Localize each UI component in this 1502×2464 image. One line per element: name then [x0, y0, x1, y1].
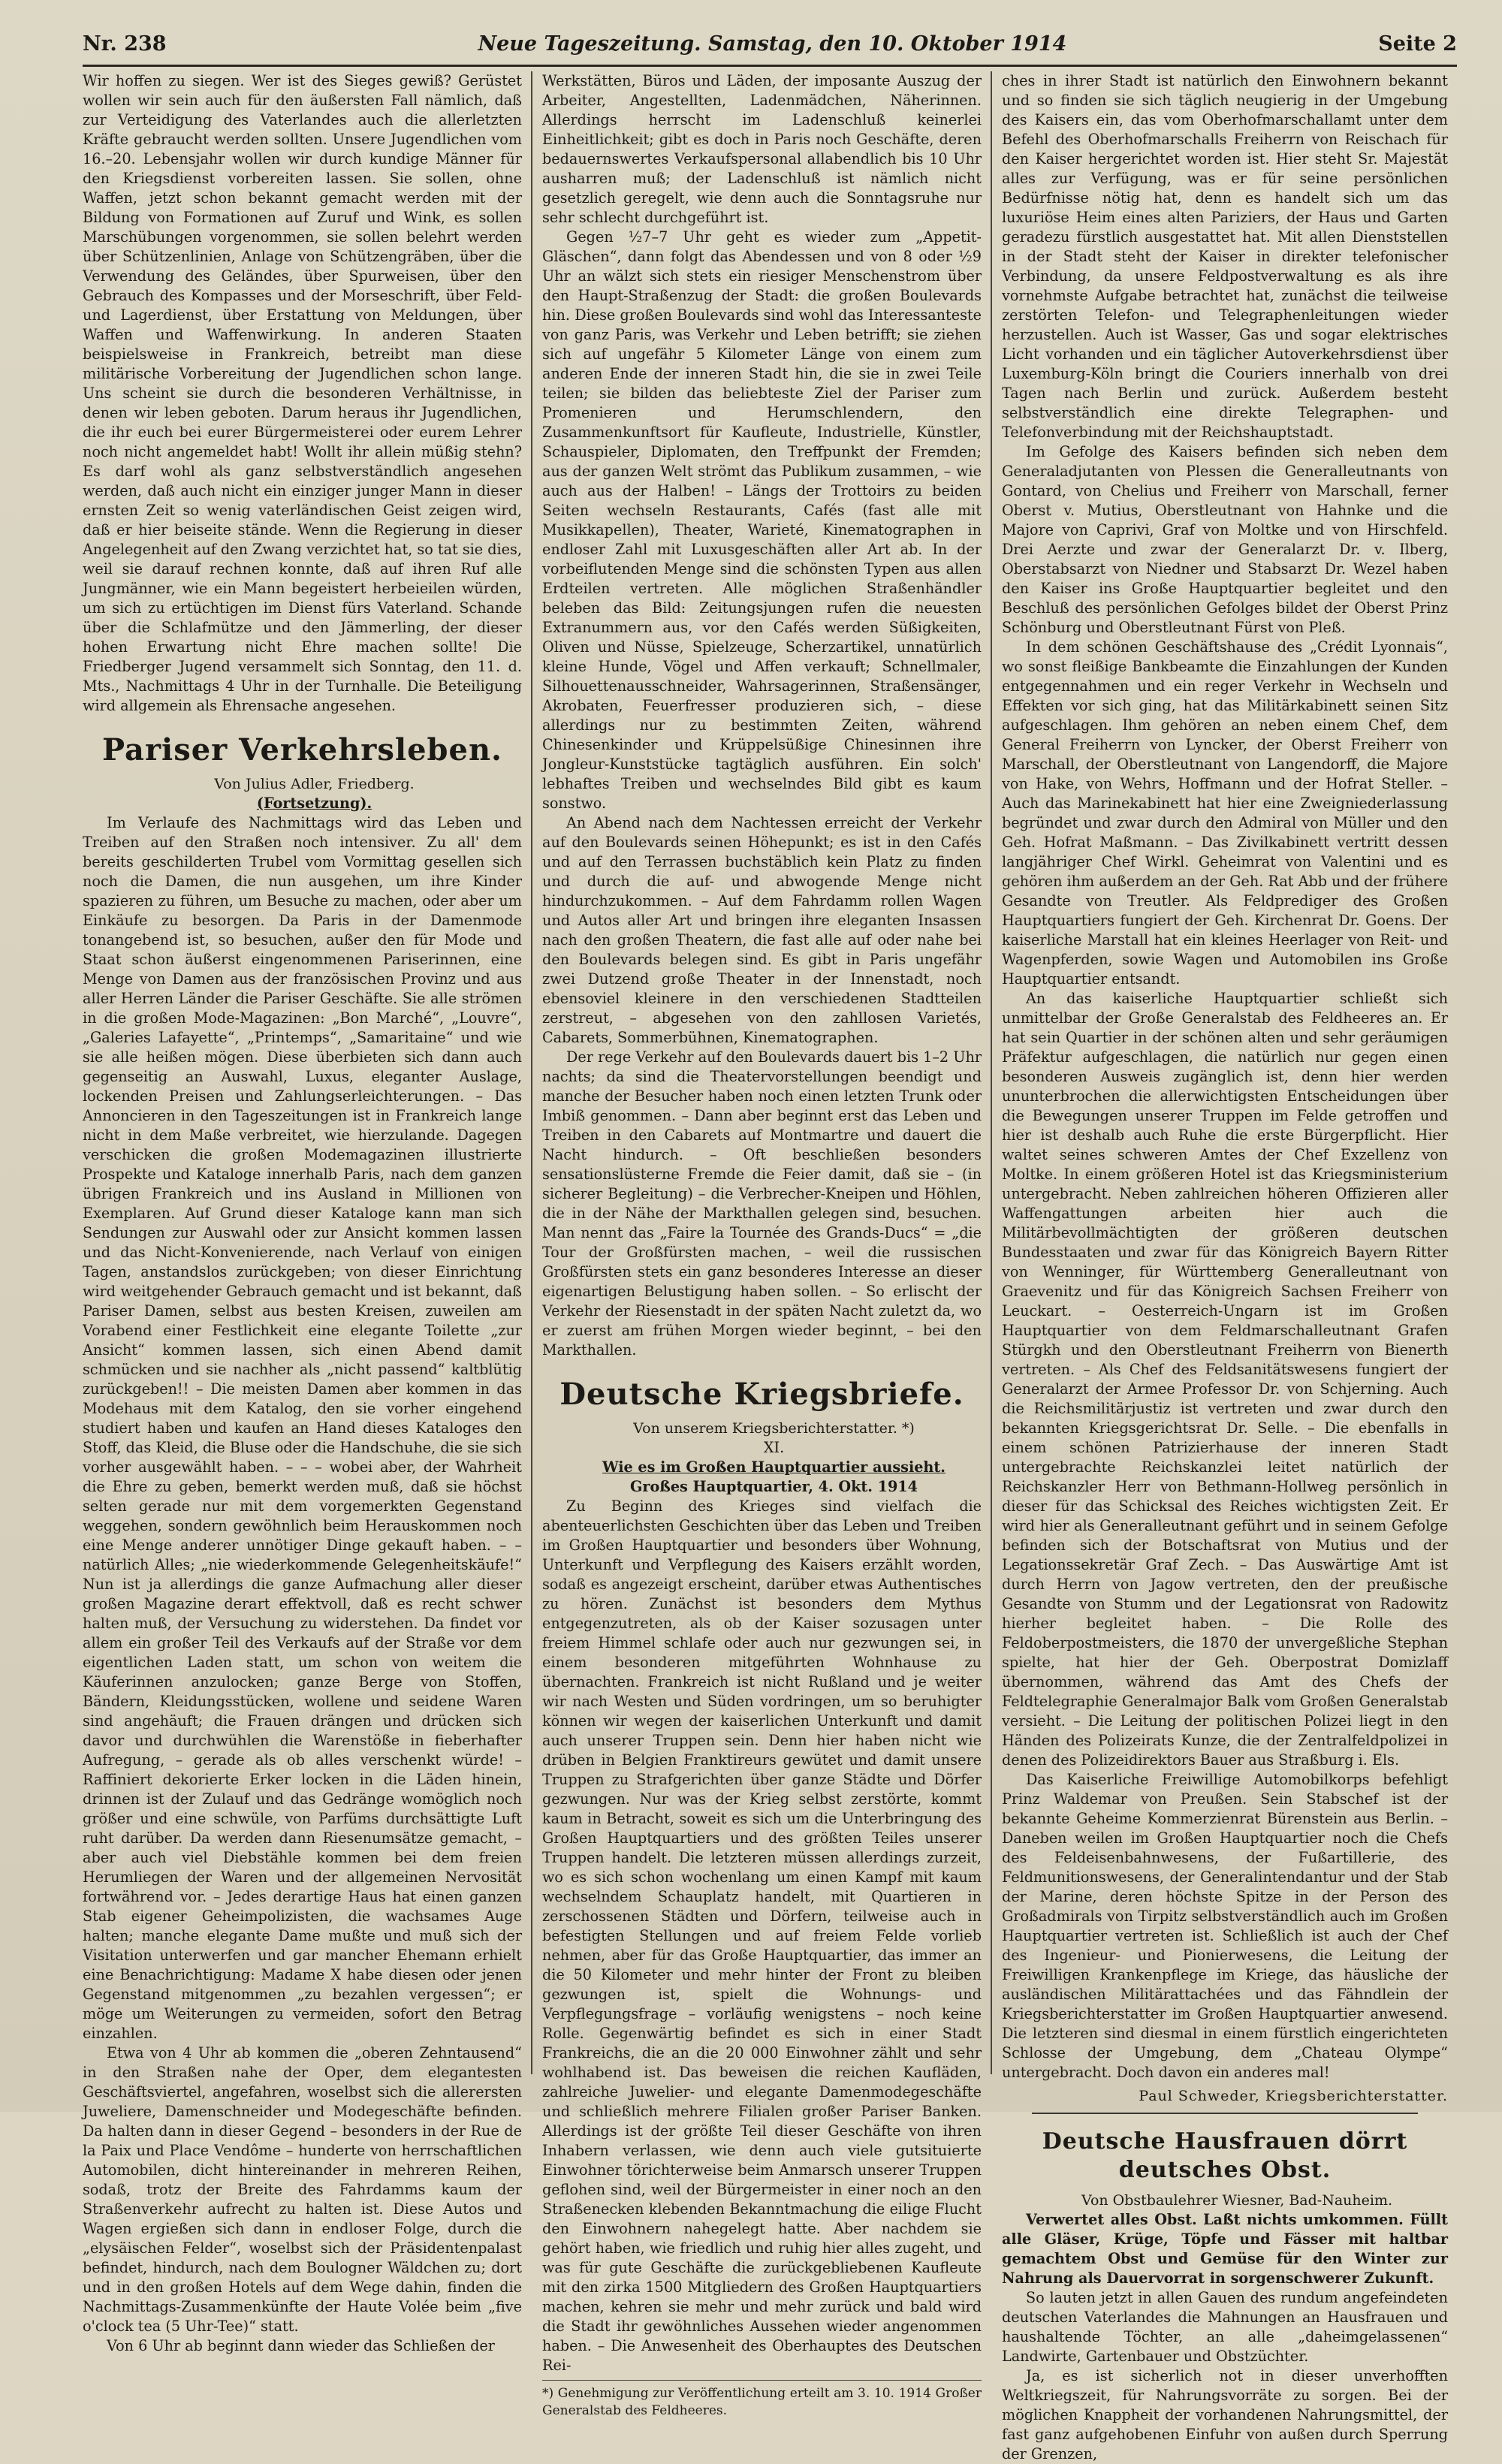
byline: Von unserem Kriegsberichterstatter. *): [633, 1420, 915, 1437]
article-paragraph: An das kaiserliche Hauptquartier schließt sich unmittelbar der Große Generalstab des Feldheeres an. Er hat sein Quartier in der schönen alten und sehr geräumigen Präfektur aufgeschlagen, die natürlich nur gegen einen besonderen Ausweis zugänglich ist, denn hier werden ununterbrochen die allerwichtigsten Entscheidungen über die Bewegungen unserer Truppen im Felde getroffen und hier ist deshalb auch Ruhe die erste Bürgerpflicht. Hier waltet seines schweren Amtes der Chef Exzellenz von Moltke. In einem größeren Hotel ist das Kriegsministerium untergebracht. Neben zahlreichen höheren Offizieren aller Waffengattungen arbeiten hier auch die Militärbevollmächtigten der größeren deutschen Bundesstaaten und zwar für das Königreich Bayern Ritter von Wenninger, für Württemberg Generalleutnant von Graevenitz und für das Königreich Sachsen Freiherr von Leuckart. – Oesterreich-Ungarn ist im Großen Hauptquartier von dem Feldmarschalleutnant Grafen Stürgkh und den Oberstleutnant Freiherrn von Bienerth vertreten. – Als Chef des Feldsanitätswesens fungiert der Generalarzt der Armee Professor Dr. von Schjerning. Auch die Reichsmilitärjustiz ist vertreten und zwar durch den bekannten Kriegsgerichtsrat Dr. Selle. – Die ebenfalls in einem schönen Patrizierhause der inneren Stadt untergebrachte Reichskanzlei leitet natürlich der Reichskanzler Herr von Bethmann-Hollweg persönlich in dieser für das Schicksal des Reiches wichtigsten Zeit. Er wird hier als Generalleutnant geführt und in seinem Gefolge befinden sich der Botschaftsrat von Mutius und der Legationssekretär Graf Zech. – Das Auswärtige Amt ist durch Herrn von Jagow vertreten, den der preußische Gesandte von Stumm und der Legationsrat von Radowitz hierher begleitet haben. – Die Rolle des Feldoberpostmeisters, die 1870 der unvergeßliche Stephan spielte, hat hier der Geh. Oberpostrat Domizlaff übernommen, während das Amt des Chefs der Feldtelegraphie Generalmajor Balk vom Großen Generalstab versieht. – Die Leitung der politischen Polizei liegt in den Händen des Polizeirats Kunze, die der Zentralfeldpolizei in denen des Polizeidirektors Bauer aus Straßburg i. Els.: [1002, 990, 1448, 1769]
article-paragraph: Werkstätten, Büros und Läden, der imposante Auszug der Arbeiter, Angestellten, Ladenmädchen, Näherinnen. Allerdings herrscht im Ladenschluß keinerlei Einheitlichkeit; gibt es doch in Paris noch Geschäfte, deren bedauernswertes Verkaufspersonal allabendlich bis 10 Uhr ausharren muß; der Ladenschluß ist nämlich nicht gesetzlich geregelt, wie denn auch die Sonntagsruhe nur sehr schlecht durchgeführt ist.: [542, 72, 982, 226]
article-paragraph: In dem schönen Geschäftshause des „Crédit Lyonnais“, wo sonst fleißige Bankbeamte die Einzahlungen der Kunden entgegennahmen und ein reger Verkehr in Wechseln und Effekten vor sich ging, hat das Militärkabinett seinen Sitz aufgeschlagen. Ihm gehören an neben einem Chef, dem General Freiherrn von Lyncker, der Oberst Freiherr von Marschall, der Oberstleutnant von Langendorff, die Majore von Hake, von Wehrs, Hoffmann und der Hofrat Steller. – Auch das Marinekabinett hat hier eine Zweigniederlassung begründet und zwar durch den Admiral von Müller und den Geh. Hofrat Maßmann. – Das Zivilkabinett vertritt dessen langjähriger Chef Wirkl. Geheimrat von Valentini und es gehören ihm außerdem an der Geh. Rat Abb und der frühere Gesandte von Treutler. Als Feldprediger des Großen Hauptquartiers fungiert der Geh. Kirchenrat Dr. Goens. Der kaiserliche Marstall hat ein kleines Heerlager von Reit- und Wagenpferden, sowie Wagen und Automobilen ins Große Hauptquartier entsandt.: [1002, 638, 1448, 988]
article-paragraph: Von 6 Uhr ab beginnt dann wieder das Schließen der: [107, 2337, 495, 2354]
page-number: Seite 2: [1378, 32, 1457, 56]
lead-paragraph: Verwertet alles Obst. Laßt nichts umkommen. Füllt alle Gläser, Krüge, Töpfe und Fässer mit haltbar gemachtem Obst und Gemüse für den Winter zur Nahrung als Dauervorrat in sorgenschwerer Zukunft.: [1002, 2211, 1448, 2287]
headline-deutsche-kriegsbriefe: Deutsche Kriegsbriefe.: [559, 1377, 964, 1412]
article-paragraph: Etwa von 4 Uhr ab kommen die „oberen Zehntausend“ in den Straßen nahe der Oper, dem elegantesten Geschäftsviertel, angefahren, woselbst sich die allerersten Juweliere, Damenschneider und Modegeschäfte befinden. Da halten dann in dieser Gegend – besonders in der Rue de la Paix und Place Vendôme – hunderte von herrschaftlichen Automobilen, dicht hintereinander in mehreren Reihen, sodaß, trotz der Breite des Fahrdamms kaum der Straßenverkehr aufrecht zu halten ist. Diese Autos und Wagen ergießen sich dann in endloser Folge, durch die „elysäischen Felder“, woselbst sich der Präsidentenpalast befindet, hindurch, nach dem Boulogner Wäldchen zu; dort und in den großen Hotels auf dem Wege dahin, finden die Nachmittags-Zusammenkünfte der Haute Volée beim „five o'clock tea (5 Uhr-Tee)“ statt.: [83, 2044, 522, 2335]
column-2: [542, 71, 982, 2418]
article-paragraph: Im Verlaufe des Nachmittags wird das Leben und Treiben auf den Straßen noch intensiver. Zu all' dem bereits geschilderten Trubel vom Vormittag gesellen sich noch die Damen, die nun ausgehen, um ihre Kinder spazieren zu führen, um Besuche zu machen, oder aber um Einkäufe zu besorgen. Da Paris in der Damenmode tonangebend ist, so besuchen, außer den für Mode und Staat schon äußerst eingenommenen Pariserinnen, eine Menge von Damen aus der französischen Provinz und aus aller Herren Länder die Pariser Geschäfte. Sie alle strömen in die großen Mode-Magazinen: „Bon Marché“, „Louvre“, „Galeries Lafayette“, „Printemps“, „Samaritaine“ und wie sie alle heißen mögen. Diese überbieten sich dann auch gegenseitig an Auswahl, Luxus, eleganter Auslage, lockenden Preisen und Zahlungserleichterungen. – Das Annoncieren in den Tageszeitungen ist in Frankreich lange nicht in dem Maße verbreitet, wie hierzulande. Dagegen verschicken die großen Modemagazinen illustrierte Prospekte und Kataloge innerhalb Paris, nach dem ganzen übrigen Frankreich und ins Ausland in Millionen von Exemplaren. Auf Grund dieser Kataloge kann man sich Sendungen zur Auswahl oder zur Ansicht kommen lassen und das Nicht-Konvenierende, nach Verlauf von einigen Tagen, anstandslos zurückgeben; von dieser Einrichtung wird weitgehender Gebrauch gemacht und ist bekannt, daß Pariser Damen, selbst aus besten Kreisen, zuweilen am Vorabend einer Festlichkeit eine elegante Toilette „zur Ansicht“ kommen lassen, sich einen Abend damit schmücken und sie nachher als „nicht passend“ kaltblütig zurückgeben!! – Die meisten Damen aber kommen in das Modehaus mit dem Katalog, den sie vorher eingehend studiert haben und kaufen an Hand dieses Kataloges den Stoff, das Kleid, die Bluse oder die Handschuhe, die sie sich vorher ausgewählt haben. – – – wobei aber, der Wahrheit die Ehre zu geben, bemerkt werden muß, daß sie höchst selten gerade nur mit dem vorgemerkten Gegenstand weggehen, sondern gewöhnlich beim Herauskommen noch eine Menge anderer unnötiger Dinge gekauft haben. – – natürlich Alles; „nie wiederkommende Gelegenheitskäufe!“ Nun ist ja allerdings die ganze Aufmachung aller dieser großen Magazine derart effektvoll, daß es recht schwer halten muß, der Versuchung zu widerstehen. Da findet vor allem ein großer Teil des Verkaufs auf der Straße vor dem eigentlichen Laden statt, um schon von weitem die Käuferinnen anzulocken; ganze Berge von Stoffen, Bändern, Kleidungsstücken, wollene und seidene Waren sind angehäuft; die Frauen drängen und drücken sich davor und durchwühlen die Warenstöße in fieberhafter Aufregung, – gerade als ob alles verschenkt würde! – Raffiniert dekorierte Erker locken in die Läden hinein, drinnen ist der Zulauf und das Gedränge womöglich noch größer und eine schwüle, von Parfüms durchsättigte Luft ruht darüber. Da werden dann Riesenumsätze gemacht, – aber auch viel Diebstähle kommen bei dem freien Herumliegen der Waren und der allgemeinen Nervosität fortwährend vor. – Jedes derartige Haus hat einen ganzen Stab eigener Geheimpolizisten, die wachsames Auge halten; manche elegante Dame mußte und muß sich der Visitation unterwerfen und gar mancher Ehemann erhielt eine Benachrichtigung: Madame X habe diesen oder jenen Gegenstand mitgenommen „zu bezahlen vergessen“; er möge um Weiterungen zu vermeiden, sofort den Betrag einzahlen.: [83, 814, 522, 2042]
article-paragraph: An Abend nach dem Nachtessen erreicht der Verkehr auf den Boulevards seinen Höhepunkt; es ist in den Cafés und auf den Terrassen buchstäblich kein Platz zu finden und durch die auf- und abwogende Menge nicht hindurchzukommen. – Auf dem Fahrdamm rollen Wagen und Autos aller Art und bringen ihre eleganten Insassen nach den großen Theatern, die fast alle auf oder nahe bei den Boulevards belegen sind. Es gibt in Paris ungefähr zwei Dutzend große Theater in der Innenstadt, noch ebensoviel kleinere in den verschiedenen Stadtteilen zerstreut, – abgesehen von den zahllosen Varietés, Cabarets, Sommerbühnen, Kinematographen.: [542, 814, 982, 1046]
article-paragraph: ches in ihrer Stadt ist natürlich den Einwohnern bekannt und so finden sie sich täglich neugierig in der Umgebung des Kaisers ein, das vom Oberhofmarschallamt unter dem Befehl des Oberhofmarschalls Freiherrn von Reischach für den Kaiser hergerichtet worden ist. Hier steht Sr. Majestät alles zur Verfügung, was er für seine persönlichen Bedürfnisse nötig hat, denn es handelt sich um das luxuriöse Heim eines alten Pariziers, der Haus und Garten geradezu fürstlich ausgestattet hat. Mit allen Dienststellen in der Stadt steht der Kaiser in direkter telefonischer Verbindung, da unsere Feldpostverwaltung es als ihre vornehmste Aufgabe betrachtet hat, zunächst die teilweise zerstörten Telefon- und Telegraphenleitungen wieder herzustellen. Auch ist Wasser, Gas und sogar elektrisches Licht vorhanden und ein täglicher Autoverkehrsdienst über Luxemburg-Köln bringt die Couriers innerhalb von drei Tagen nach Berlin und zurück. Außerdem besteht selbstverständlich eine direkte Telegraphen- und Telefonverbindung mit der Reichshauptstadt.: [1002, 72, 1448, 441]
continuation-note: (Fortsetzung).: [256, 795, 372, 812]
column-divider: [991, 71, 992, 2074]
column-divider: [531, 71, 532, 2074]
headline-hausfrauen-obst: Deutsche Hausfrauen dörrt deutsches Obst.: [1042, 2128, 1408, 2183]
dateline: Großes Hauptquartier, 4. Okt. 1914: [629, 1478, 918, 1495]
article-separator: [1032, 2113, 1418, 2114]
subheadline: Wie es im Großen Hauptquartier aussieht.: [602, 1458, 946, 1476]
column-1: [83, 71, 522, 2354]
byline: Von Obstbaulehrer Wiesner, Bad-Nauheim.: [1081, 2192, 1393, 2209]
column-3: [1002, 71, 1448, 2462]
newspaper-title-date: Neue Tageszeitung. Samstag, den 10. Oktober 1914: [478, 32, 1067, 56]
issue-number: Nr. 238: [83, 32, 167, 56]
headline-pariser-verkehrsleben: Pariser Verkehrsleben.: [102, 732, 502, 768]
byline: Von Julius Adler, Friedberg.: [214, 776, 415, 792]
article-paragraph: Der rege Verkehr auf den Boulevards dauert bis 1–2 Uhr nachts; da sind die Theatervorstellungen beendigt und manche der Besucher haben noch einen letzten Trunk oder Imbiß genommen. – Dann aber beginnt erst das Leben und Treiben in den Cabarets auf Montmartre und dauert die Nacht hindurch. – Oft beschließen besonders sensationslüsterne Fremde die Feier damit, daß sie – (in sicherer Begleitung) – die Verbrecher-Kneipen und Höhlen, die in der Nähe der Markthallen gelegen sind, besuchen. Man nennt das „Faire la Tournée des Grands-Ducs“ = „die Tour der Großfürsten machen, – weil die russischen Großfürsten stets ein ganz besonderes Interesse an dieser eigenartigen Belustigung haben sollen. – So erlischt der Verkehr der Riesenstadt in der späten Nacht zuletzt da, wo er zuerst am frühen Morgen wieder beginnt, – bei den Markthallen.: [542, 1048, 982, 1359]
article-paragraph: Zu Beginn des Krieges sind vielfach die abenteuerlichsten Geschichten über das Leben und Treiben im Großen Hauptquartier und besonders über Wohnung, Unterkunft und Verpflegung des Kaisers erzählt worden, sodaß es angezeigt erscheint, darüber etwas Authentisches zu hören. Zunächst ist besonders dem Mythus entgegenzutreten, als ob der Kaiser sozusagen unter freiem Himmel schlafe oder auch nur gezwungen sei, in einem besonderen mitgeführten Wohnhause zu übernachten. Frankreich ist nicht Rußland und je weiter wir nach Westen und Süden vordringen, um so beruhigter können wir wegen der kaiserlichen Unterkunft und damit auch unserer Truppen sein. Denn hier haben nicht wie drüben in Belgien Franktireurs gewütet und damit unsere Truppen zu Strafgerichten über ganze Städte und Dörfer gezwungen. Nur was der Krieg selbst zerstörte, kommt kaum in Betracht, soweit es sich um die Unterbringung des Großen Hauptquartiers und des größten Teiles unserer Truppen handelt. Die letzteren müssen allerdings zurzeit, wo es sich schon wochenlang um einen Kampf mit kaum wechselndem Schauplatz handelt, mit Quartieren in zerschossenen Städten und Dörfern, teilweise auch in befestigten Stellungen und auf freiem Felde vorlieb nehmen, aber für das Große Hauptquartier, das immer an die 50 Kilometer und mehr hinter der Front zu bleiben gezwungen ist, spielt die Wohnungs- und Verpflegungsfrage – vorläufig wenigstens – noch keine Rolle. Gegenwärtig befindet es sich in einer Stadt Frankreichs, die an die 20 000 Einwohner zählt und sehr wohlhabend ist. Das beweisen die reichen Kaufläden, zahlreiche Juwelier- und elegante Damenmodegeschäfte und schließlich mehrere Filialen großer Pariser Banken. Allerdings ist der größte Teil dieser Geschäfte von ihren Inhabern verlassen, wie denn auch viele gutsituierte Einwohner törichterweise beim Anmarsch unserer Truppen geflohen sind, weil der Bürgermeister in einer noch an den Straßenecken klebenden Bekanntmachung die eilige Flucht den Einwohnern nahegelegt hatte. Aber nachdem sie gehört haben, wie friedlich und ruhig hier alles zugeht, und was für gute Geschäfte die zurückgebliebenen Kaufleute mit den zirka 1500 Mitgliedern des Großen Hauptquartiers machen, kehren sie mehr und mehr zurück und bald wird die Stadt ihr gewöhnliches Aussehen wieder angenommen haben. – Die Anwesenheit des Oberhauptes des Deutschen Rei-: [542, 1497, 982, 2374]
youth-appeal-text: Wir hoffen zu siegen. Wer ist des Sieges gewiß? Gerüstet wollen wir sein auch für den äußersten Fall nämlich, daß zur Verteidigung des Vaterlandes auch die allerletzten Kräfte gebraucht werden sollten. Unsere Jugendlichen vom 16.–20. Lebensjahr wollen wir durch kundige Männer für den Kriegsdienst vorbereiten lassen. Sie sollen, ohne Waffen, jetzt schon bekannt gemacht werden mit der Bildung von Formationen auf Zuruf und Wink, es sollen Marschübungen vorgenommen, sie sollen belehrt werden über Schützenlinien, Anlage von Schützengräben, über die Verwendung des Geländes, über Spurweisen, über den Gebrauch des Kompasses und der Morseschrift, über Feld- und Lagerdienst, über Erstattung von Meldungen, über Waffen und Waffenwirkung. In anderen Staaten beispielsweise in Frankreich, betreibt man diese militärische Vorbereitung der Jugendlichen schon lange. Uns scheint sie durch die besonderen Verhältnisse, in denen wir leben geboten. Darum heraus ihr Jugendlichen, die ihr euch bei eurer Bürgermeisterei oder eurem Lehrer noch nicht angemeldet habt! Wollt ihr allein müßig stehn? Es darf wohl als ganz selbstverständlich angesehen werden, daß auch nicht ein einziger junger Mann in dieser ernsten Zeit so wenig vaterländischen Geist zeigen wird, daß er hier beiseite stände. Wenn die Regierung in dieser Angelegenheit auf den Zwang verzichtet hat, so tat sie dies, weil sie darauf rechnen konnte, daß auf ihren Ruf alle Jungmänner, wie ein Mann begeistert herbeieilen würden, um sich zu ertüchtigen im Dienst fürs Vaterland. Schande über die Schlafmütze und den Jämmerling, der dieser hohen Erwartung nicht Ehre machen sollte! Die Friedberger Jugend versammelt sich Sonntag, den 11. d. Mts., Nachmittags 4 Uhr in der Turnhalle. Die Beteiligung wird allgemein als Ehrensache angesehen.: [83, 72, 522, 714]
author-signature: Paul Schweder, Kriegsberichterstatter.: [1139, 2088, 1448, 2104]
footnote: *) Genehmigung zur Veröffentlichung erteilt am 3. 10. 1914 Großer Generalstab des Feldheeres.: [542, 2380, 982, 2420]
article-paragraph: Im Gefolge des Kaisers befinden sich neben dem Generaladjutanten von Plessen die Generalleutnants von Gontard, von Chelius und Freiherr von Marschall, ferner Oberst v. Mutius, Oberstleutnant von Hahnke und die Majore von Caprivi, Graf von Moltke und von Hirschfeld. Drei Aerzte und zwar der Generalarzt Dr. v. Ilberg, Oberstabsarzt von Niedner und Stabsarzt Dr. Wezel haben den Kaiser ins Große Hauptquartier begleitet und den Beschluß des persönlichen Gefolges bildet der Oberst Prinz Schönburg und Oberstleutnant Fürst von Pleß.: [1002, 443, 1448, 636]
masthead-rule: [83, 65, 1457, 67]
article-paragraph: Ja, es ist sicherlich not in dieser unverhofften Weltkriegszeit, für Nahrungsvorräte zu sorgen. Bei der möglichen Knappheit der vorhandenen Nahrungsmittel, der fast ganz aufgehobenen Einfuhr von außen durch Sperrung der Grenzen,: [1002, 2367, 1448, 2462]
letter-number: XI.: [763, 1439, 785, 1456]
article-paragraph: Gegen ½7–7 Uhr geht es wieder zum „Appetit-Gläschen“, dann folgt das Abendessen und von 8 oder ½9 Uhr an wälzt sich stets ein riesiger Menschenstrom über den Haupt-Straßenzug der Stadt: die großen Boulevards hin. Diese großen Boulevards sind wohl das Interessanteste von ganz Paris, was Verkehr und Leben betrifft; sie ziehen sich auf ungefähr 5 Kilometer Länge von einem zum anderen Ende der inneren Stadt hin, die sie in zwei Teile teilen; sie bilden das beliebteste Ziel der Pariser zum Promenieren und Herumschlendern, den Zusammenkunftsort für Kaufleute, Industrielle, Künstler, Schauspieler, Diplomaten, den Treffpunkt der Fremden; aus der ganzen Welt strömt das Publikum zusammen, – wie auch aus der Halben! – Längs der Trottoirs zu beiden Seiten wechseln Restaurants, Cafés (fast alle mit Musikkapellen), Theater, Warieté, Kinematographen in endloser Zahl mit Luxusgeschäften aller Art ab. In der vorbeiflutenden Menge sind die schönsten Typen aus allen Erdteilen vertreten. Alle möglichen Straßenhändler beleben das Bild: Zeitungsjungen rufen die neuesten Extranummern aus, vor den Cafés werden Süßigkeiten, Oliven und Nüsse, Spielzeuge, Scherzartikel, unnatürlich kleine Hunde, Vögel und Affen verkauft; Schnellmaler, Silhouettenausschneider, Wahrsagerinnen, Straßensänger, Akrobaten, Feuerfresser produzieren sich, – diese allerdings nur zu bestimmten Zeiten, während Chinesenkinder und Krüppelsüßige Chinesinnen ihre Jongleur-Kunststücke tagtäglich ausführen. Ein solch' lebhaftes Treiben und wechselndes Bild gibt es kaum sonstwo.: [542, 228, 982, 812]
masthead: [83, 24, 1457, 63]
article-paragraph: Das Kaiserliche Freiwillige Automobilkorps befehligt Prinz Waldemar von Preußen. Sein Stabschef ist der bekannte Geheime Kommerzienrat Bürenstein aus Berlin. – Daneben weilen im Großen Hauptquartier noch die Chefs des Feldeisenbahnwesens, der Fußartillerie, des Feldmunitionswesens, der Generalintendantur und der Stab der Marine, deren höchste Spitze in der Person des Großadmirals von Tirpitz selbstverständlich auch im Großen Hauptquartier vertreten ist. Schließlich ist auch der Chef des Ingenieur- und Pionierwesens, die Leitung der Freiwilligen Krankenpflege im Kriege, das häusliche der ausländischen Militärattachées und das Fähndlein der Kriegsberichterstatter im Großen Hauptquartier anwesend. Die letzteren sind diesmal in einem fürstlich eingerichteten Schlosse der Umgebung, dem „Chateau Olympe“ untergebracht. Doch davon ein anderes mal!: [1002, 1771, 1448, 2081]
article-paragraph: So lauten jetzt in allen Gauen des rundum angefeindeten deutschen Vaterlandes die Mahnungen an Hausfrauen und haushaltende Töchter, an alle „daheimgelassenen“ Landwirte, Gartenbauer und Obstzüchter.: [1002, 2289, 1448, 2365]
